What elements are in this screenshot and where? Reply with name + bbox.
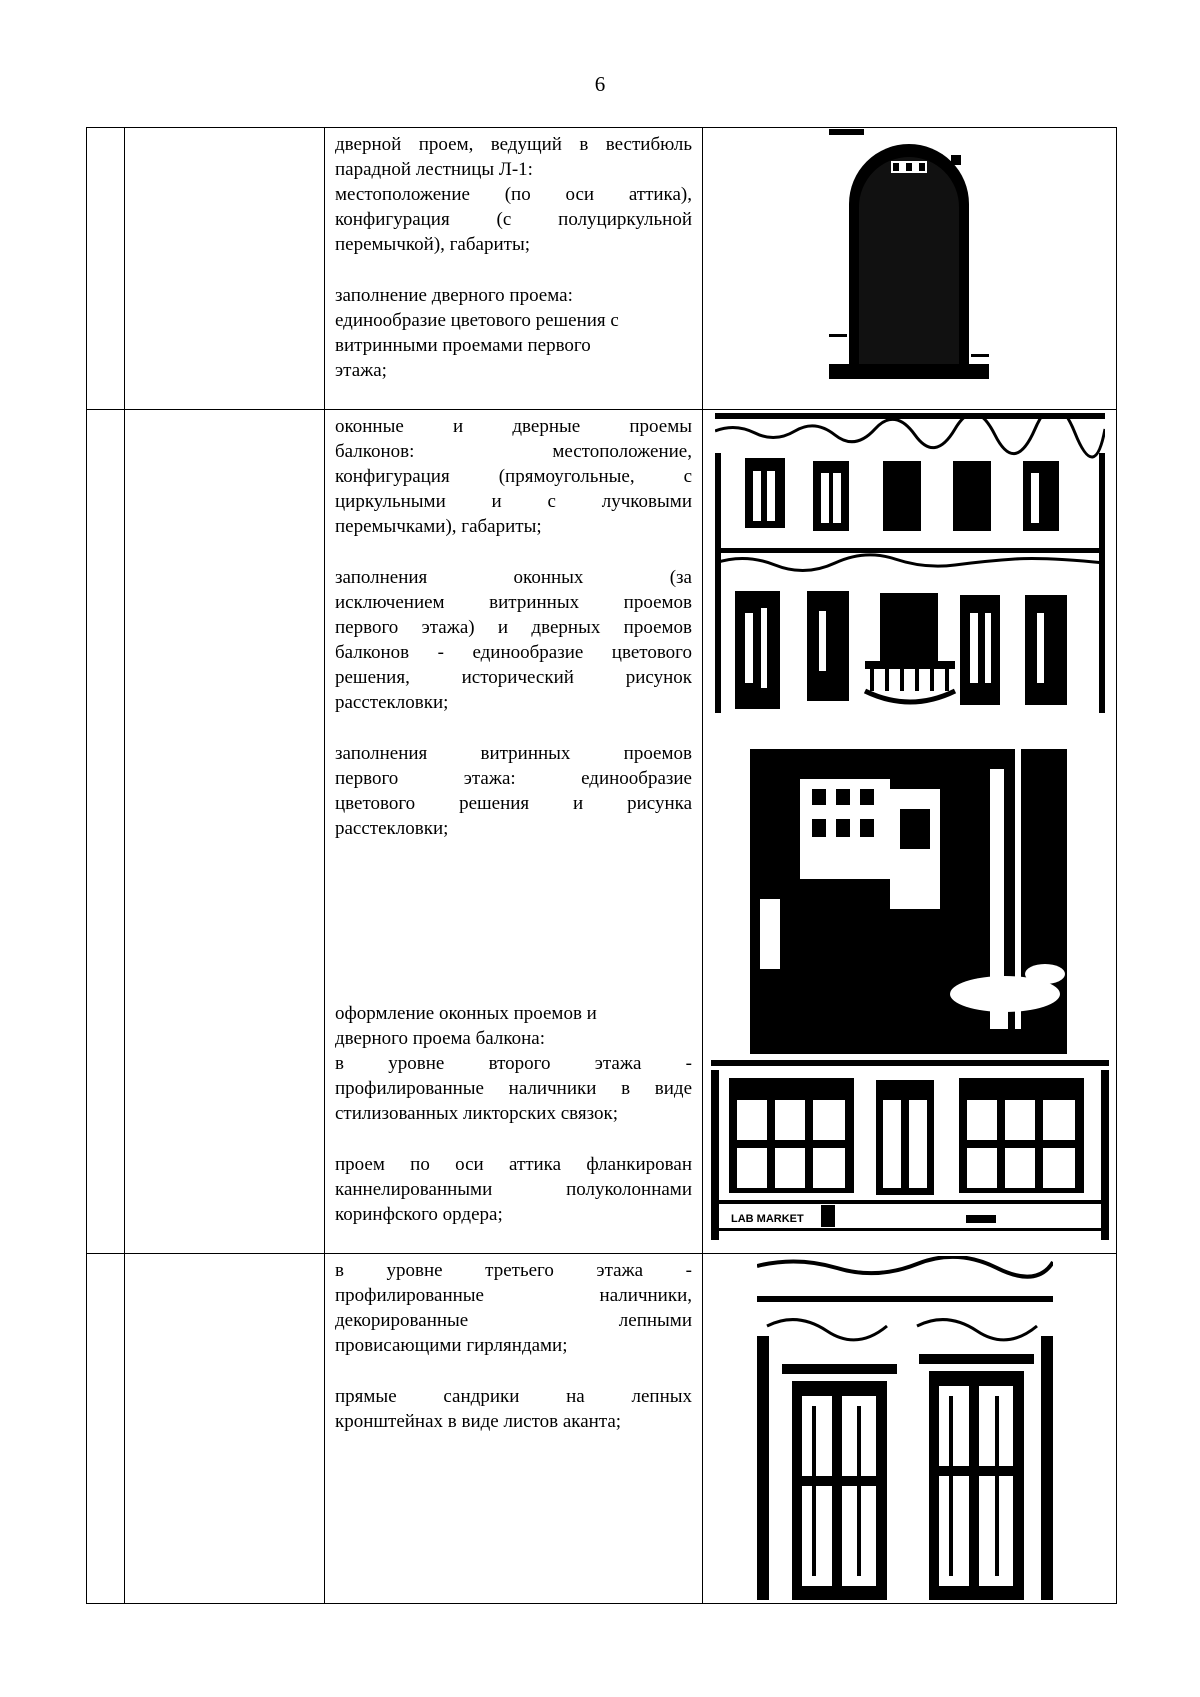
text-line: парадной лестницы Л-1:: [335, 159, 533, 180]
text-line: декорированные лепными: [335, 1310, 692, 1331]
facade-windows-photo: [715, 413, 1105, 723]
text-line: в уровне третьего этажа -: [335, 1260, 692, 1281]
arched-door-photo: [829, 129, 989, 379]
description-paragraph: [335, 565, 692, 715]
monument-features-table: [86, 127, 1117, 1604]
text-line: каннелированными полуколоннами: [335, 1179, 692, 1200]
text-line: единообразие цветового решения с: [335, 310, 619, 331]
storefront-sign-text: LAB MARKET: [731, 1213, 804, 1225]
text-line: балконов: местоположение,: [335, 441, 692, 462]
text-line: циркульными и с лучковыми: [335, 491, 692, 512]
description-cell: [325, 1254, 703, 1604]
text-line: первого этажа) и дверных проемов: [335, 617, 692, 638]
text-line: заполнение дверного проема:: [335, 285, 573, 306]
text-line: дверной проем, ведущий в вестибюль: [335, 134, 692, 155]
second-floor-windows-photo: [711, 1060, 1109, 1240]
text-line: балконов - единообразие цветового: [335, 642, 692, 663]
description-cell: [325, 128, 703, 410]
text-line: заполнения витринных проемов: [335, 743, 692, 764]
number-cell: [87, 128, 125, 410]
text-line: провисающими гирляндами;: [335, 1335, 568, 1356]
text-line: расстекловки;: [335, 692, 449, 713]
description-paragraph: [335, 132, 692, 257]
page-number: 6: [594, 72, 606, 96]
description-paragraph: [335, 414, 692, 539]
text-line: стилизованных ликторских связок;: [335, 1103, 619, 1124]
object-cell: [125, 410, 325, 1254]
photo-cell: [703, 410, 1117, 1254]
text-line: этажа;: [335, 360, 387, 381]
text-line: оконные и дверные проемы: [335, 416, 692, 437]
text-line: перемычками), габариты;: [335, 516, 542, 537]
text-line: заполнения оконных (за: [335, 567, 692, 588]
text-line: прямые сандрики на лепных: [335, 1386, 692, 1407]
text-line: исключением витринных проемов: [335, 592, 692, 613]
text-line: витринными проемами первого: [335, 335, 591, 356]
description-paragraph: [335, 1258, 692, 1358]
table-row: [87, 128, 1117, 410]
text-line: местоположение (по оси аттика),: [335, 184, 692, 205]
text-line: в уровне второго этажа -: [335, 1053, 692, 1074]
text-line: профилированные наличники в виде: [335, 1078, 692, 1099]
text-line: конфигурация (с полуциркульной: [335, 209, 692, 230]
shop-window-interior-photo: [750, 749, 1067, 1054]
object-cell: [125, 1254, 325, 1604]
text-line: проем по оси аттика фланкирован: [335, 1154, 692, 1175]
text-line: цветового решения и рисунка: [335, 793, 692, 814]
description-paragraph: [335, 1384, 692, 1434]
description-paragraph: [335, 1001, 692, 1126]
text-line: кронштейнах в виде листов аканта;: [335, 1411, 622, 1432]
description-paragraph: [335, 283, 692, 383]
text-line: оформление оконных проемов и: [335, 1003, 597, 1024]
text-line: коринфского ордера;: [335, 1204, 503, 1225]
description-cell: [325, 410, 703, 1254]
text-line: конфигурация (прямоугольные, с: [335, 466, 692, 487]
description-paragraph: [335, 1152, 692, 1227]
number-cell: [87, 1254, 125, 1604]
text-line: первого этажа: единообразие: [335, 768, 692, 789]
number-cell: [87, 410, 125, 1254]
table-row: [87, 410, 1117, 1254]
third-floor-windows-photo: [757, 1256, 1053, 1600]
photo-cell: [703, 128, 1117, 410]
object-cell: [125, 128, 325, 410]
text-line: профилированные наличники,: [335, 1285, 692, 1306]
description-paragraph: [335, 741, 692, 841]
text-line: расстекловки;: [335, 818, 449, 839]
text-line: решения, исторический рисунок: [335, 667, 692, 688]
photo-cell: [703, 1254, 1117, 1604]
text-line: дверного проема балкона:: [335, 1028, 546, 1049]
table-row: [87, 1254, 1117, 1604]
text-line: перемычкой), габариты;: [335, 234, 530, 255]
